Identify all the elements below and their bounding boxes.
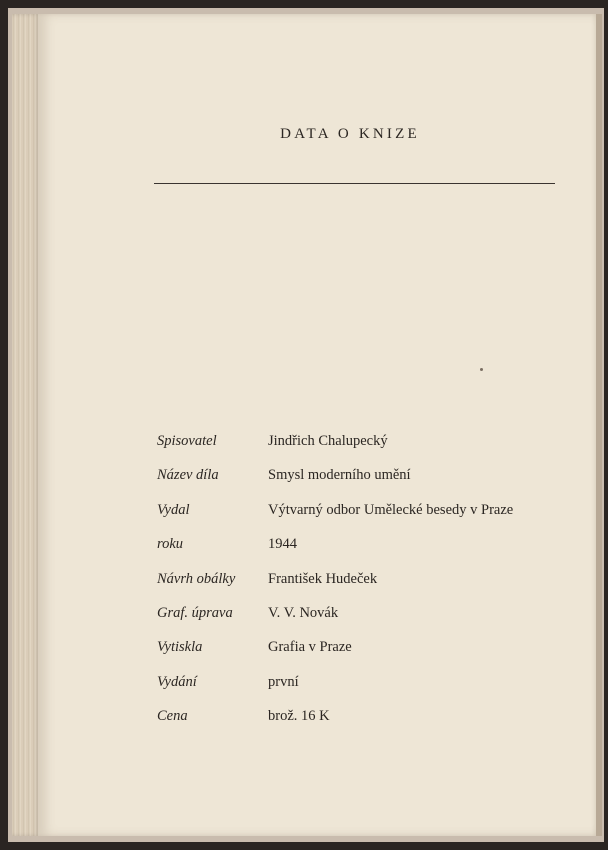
colophon-row-edition (157, 674, 577, 708)
colophon-value: Smysl moderního umění (268, 467, 411, 484)
colophon-row-graphic-design (157, 605, 577, 639)
colophon-table (157, 433, 577, 743)
colophon-row-cover-design (157, 571, 577, 605)
colophon-label: Název díla (157, 467, 219, 484)
colophon-label: Vydání (157, 673, 197, 690)
colophon-label: Cena (157, 708, 188, 725)
colophon-label: Vytiskla (157, 639, 203, 656)
page-heading: DATA O KNIZE (280, 126, 420, 142)
colophon-value: 1944 (268, 536, 297, 553)
colophon-row-title (157, 467, 577, 501)
heading-rule (154, 183, 555, 184)
colophon-row-author (157, 433, 577, 467)
colophon-value: Jindřich Chalupecký (268, 433, 388, 449)
colophon-row-publisher (157, 502, 577, 536)
colophon-row-year (157, 536, 577, 570)
paper-speck (480, 368, 483, 371)
colophon-label: Graf. úprava (157, 604, 233, 621)
colophon-label: Vydal (157, 501, 190, 518)
colophon-value: první (268, 673, 299, 690)
colophon-row-printer (157, 639, 577, 673)
colophon-value: V. V. Novák (268, 604, 339, 621)
colophon-label: Spisovatel (157, 433, 217, 449)
colophon-label: roku (157, 536, 184, 553)
colophon-value: Grafia v Praze (268, 639, 352, 656)
colophon-value: František Hudeček (268, 570, 378, 587)
colophon-label: Návrh obálky (157, 570, 236, 587)
colophon-value: Výtvarný odbor Umělecké besedy v Praze (268, 501, 514, 518)
colophon-row-price (157, 708, 577, 742)
colophon-value: brož. 16 K (268, 708, 330, 725)
